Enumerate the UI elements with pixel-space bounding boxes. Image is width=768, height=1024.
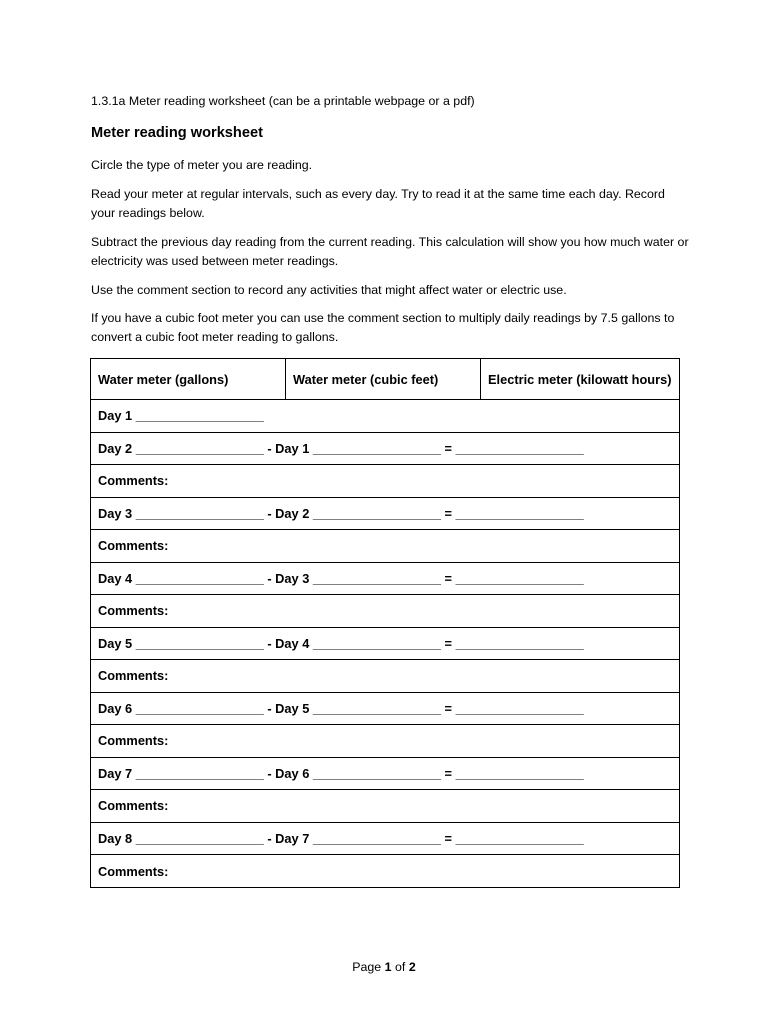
page-current-number: 1: [384, 960, 392, 974]
page-total-number: 2: [408, 960, 416, 974]
table-row: [91, 562, 680, 595]
table-row: [91, 822, 680, 855]
table-row: [91, 790, 680, 823]
day-2-calculation[interactable]: Day 2 __________________ - Day 1 __________________ = __________________: [91, 432, 680, 465]
day-6-calculation[interactable]: Day 6 __________________ - Day 5 __________________ = __________________: [91, 692, 680, 725]
day-4-comments[interactable]: Comments:: [91, 595, 680, 628]
instruction-paragraph: Use the comment section to record any activities that might affect water or electric use.: [91, 283, 567, 297]
table-row: [91, 432, 680, 465]
table-row: [91, 497, 680, 530]
instruction-paragraph: If you have a cubic foot meter you can use the comment section to multiply daily readings by 7.5 gallons to convert a cubic foot meter reading to gallons.: [91, 311, 675, 344]
meter-type-water-gallons[interactable]: Water meter (gallons): [91, 359, 286, 400]
table-row: [91, 692, 680, 725]
day-5-comments[interactable]: Comments:: [91, 660, 680, 693]
of-word: of: [395, 960, 406, 974]
page-footer: [0, 960, 768, 974]
table-row: [91, 465, 680, 498]
day-6-comments[interactable]: Comments:: [91, 725, 680, 758]
table-row: [91, 627, 680, 660]
meter-type-electric-kwh[interactable]: Electric meter (kilowatt hours): [481, 359, 680, 400]
instruction-paragraph: Read your meter at regular intervals, such as every day. Try to read it at the same time each day. Record your readings below.: [91, 187, 665, 220]
meter-reading-table: [90, 358, 680, 888]
day-3-comments[interactable]: Comments:: [91, 530, 680, 563]
table-row: [91, 855, 680, 888]
meter-type-water-cubic-feet[interactable]: Water meter (cubic feet): [286, 359, 481, 400]
table-header-row: [91, 359, 680, 400]
day-2-comments[interactable]: Comments:: [91, 465, 680, 498]
table-row: [91, 595, 680, 628]
day-7-comments[interactable]: Comments:: [91, 790, 680, 823]
day-1-reading[interactable]: Day 1 __________________: [91, 400, 680, 433]
page-word: Page: [352, 960, 382, 974]
day-8-calculation[interactable]: Day 8 __________________ - Day 7 __________________ = __________________: [91, 822, 680, 855]
table-row: [91, 660, 680, 693]
day-8-comments[interactable]: Comments:: [91, 855, 680, 888]
table-row: [91, 400, 680, 433]
document-reference: 1.3.1a Meter reading worksheet (can be a printable webpage or a pdf): [91, 94, 475, 108]
day-5-calculation[interactable]: Day 5 __________________ - Day 4 __________________ = __________________: [91, 627, 680, 660]
table-row: [91, 530, 680, 563]
table-row: [91, 757, 680, 790]
day-7-calculation[interactable]: Day 7 __________________ - Day 6 __________________ = __________________: [91, 757, 680, 790]
day-3-calculation[interactable]: Day 3 __________________ - Day 2 __________________ = __________________: [91, 497, 680, 530]
instruction-paragraph: Circle the type of meter you are reading.: [91, 158, 313, 172]
page-title: Meter reading worksheet: [91, 125, 263, 141]
instruction-paragraph: Subtract the previous day reading from the current reading. This calculation will show you how much water or electricity was used between meter readings.: [91, 235, 689, 268]
table-row: [91, 725, 680, 758]
day-4-calculation[interactable]: Day 4 __________________ - Day 3 __________________ = __________________: [91, 562, 680, 595]
